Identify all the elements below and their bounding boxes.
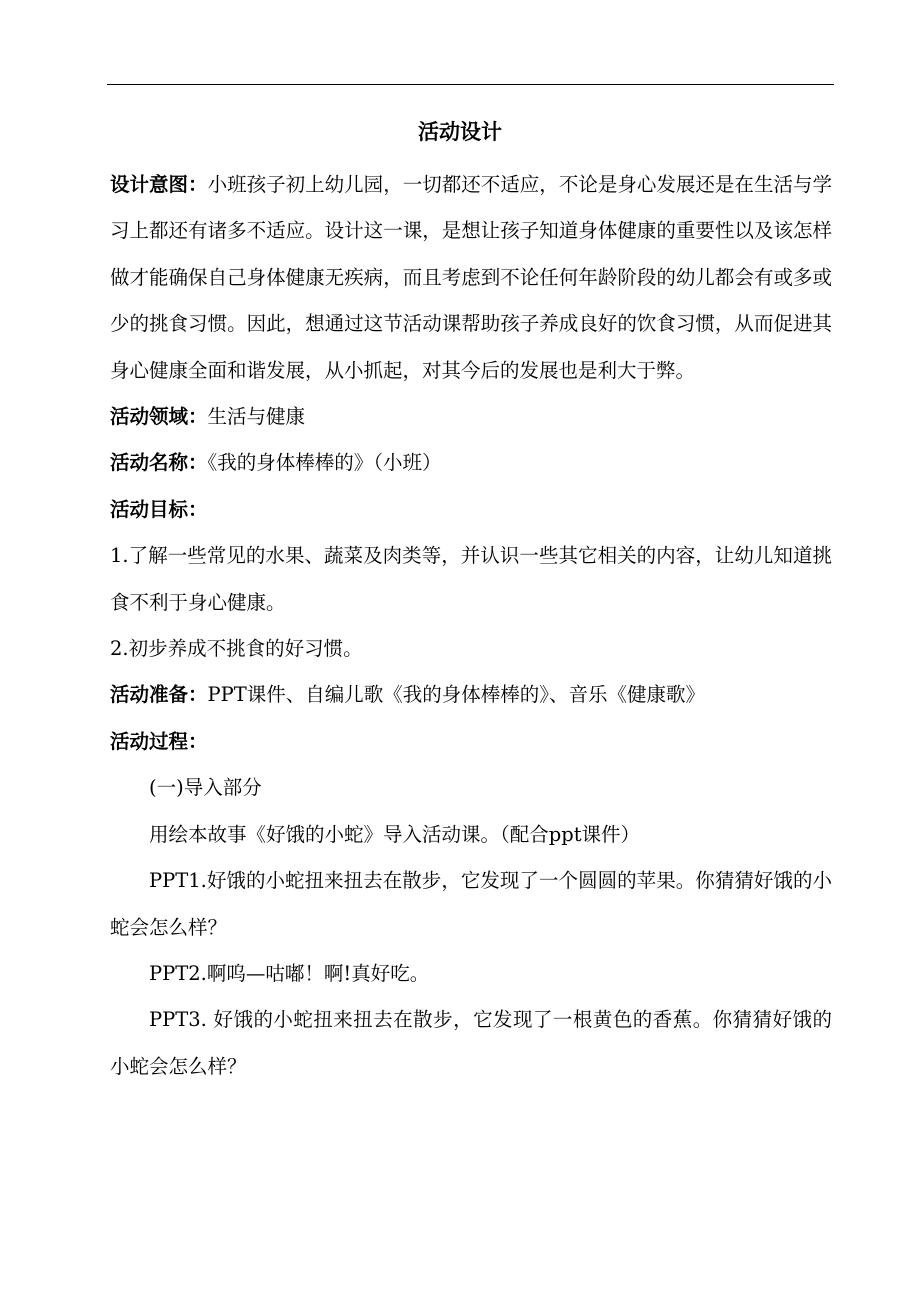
process-ppt1: PPT1.好饿的小蛇扭来扭去在散步，它发现了一个圆圆的苹果。你猜猜好饿的小蛇会怎么样？ [110,869,832,939]
design-intent-text: 小班孩子初上幼儿园，一切都还不适应，不论是身心发展还是在生活与学习上都还有诸多不适应。设计这一课，是想让孩子知道身体健康的重要性以及该怎样做才能确保自己身体健康无疾病，而且考虑到不论任何年龄阶段的幼儿都会有或多或少的挑食习惯。因此，想通过这节活动课帮助孩子养成良好的饮食习惯，从而促进其身心健康全面和谐发展，从小抓起，对其今后的发展也是利大于弊。 [110,173,832,382]
activity-name-paragraph [110,440,832,486]
document-body [110,162,832,1090]
process-ppt3: PPT3. 好饿的小蛇扭来扭去在散步，它发现了一根黄色的香蕉。你猜猜好饿的小蛇会怎么样？ [110,1008,832,1078]
goal-item: 1.了解一些常见的水果、蔬菜及肉类等，并认识一些其它相关的内容，让幼儿知道挑食不利于身心健康。 [110,544,832,614]
process-intro: 用绘本故事《好饿的小蛇》导入活动课。（配合ppt课件） [149,822,641,846]
process-section-heading: (一)导入部分 [149,776,262,800]
activity-name-text: 《我的身体棒棒的》（小班） [207,451,442,475]
document-title: 活动设计 [418,120,502,144]
activity-process-paragraph [110,719,832,765]
activity-domain-paragraph [110,394,832,440]
activity-goals-paragraph [110,487,832,533]
activity-preparation-paragraph [110,672,832,718]
design-intent-label: 设计意图： [110,173,208,196]
process-ppt2: PPT2.啊呜—咕嘟！啊!真好吃。 [149,961,430,985]
design-intent-paragraph [110,162,832,394]
activity-preparation-text: PPT课件、自编儿歌《我的身体棒棒的》、音乐《健康歌》 [207,683,706,707]
activity-domain-label: 活动领域： [110,405,208,429]
activity-process-label: 活动过程： [110,729,208,753]
activity-goals-label: 活动目标： [110,497,208,521]
activity-domain-text: 生活与健康 [207,405,306,429]
activity-preparation-label: 活动准备： [110,683,208,707]
header-rule [107,84,834,85]
goal-item: 2.初步养成不挑食的好习惯。 [110,637,363,661]
activity-name-label: 活动名称： [110,451,208,475]
